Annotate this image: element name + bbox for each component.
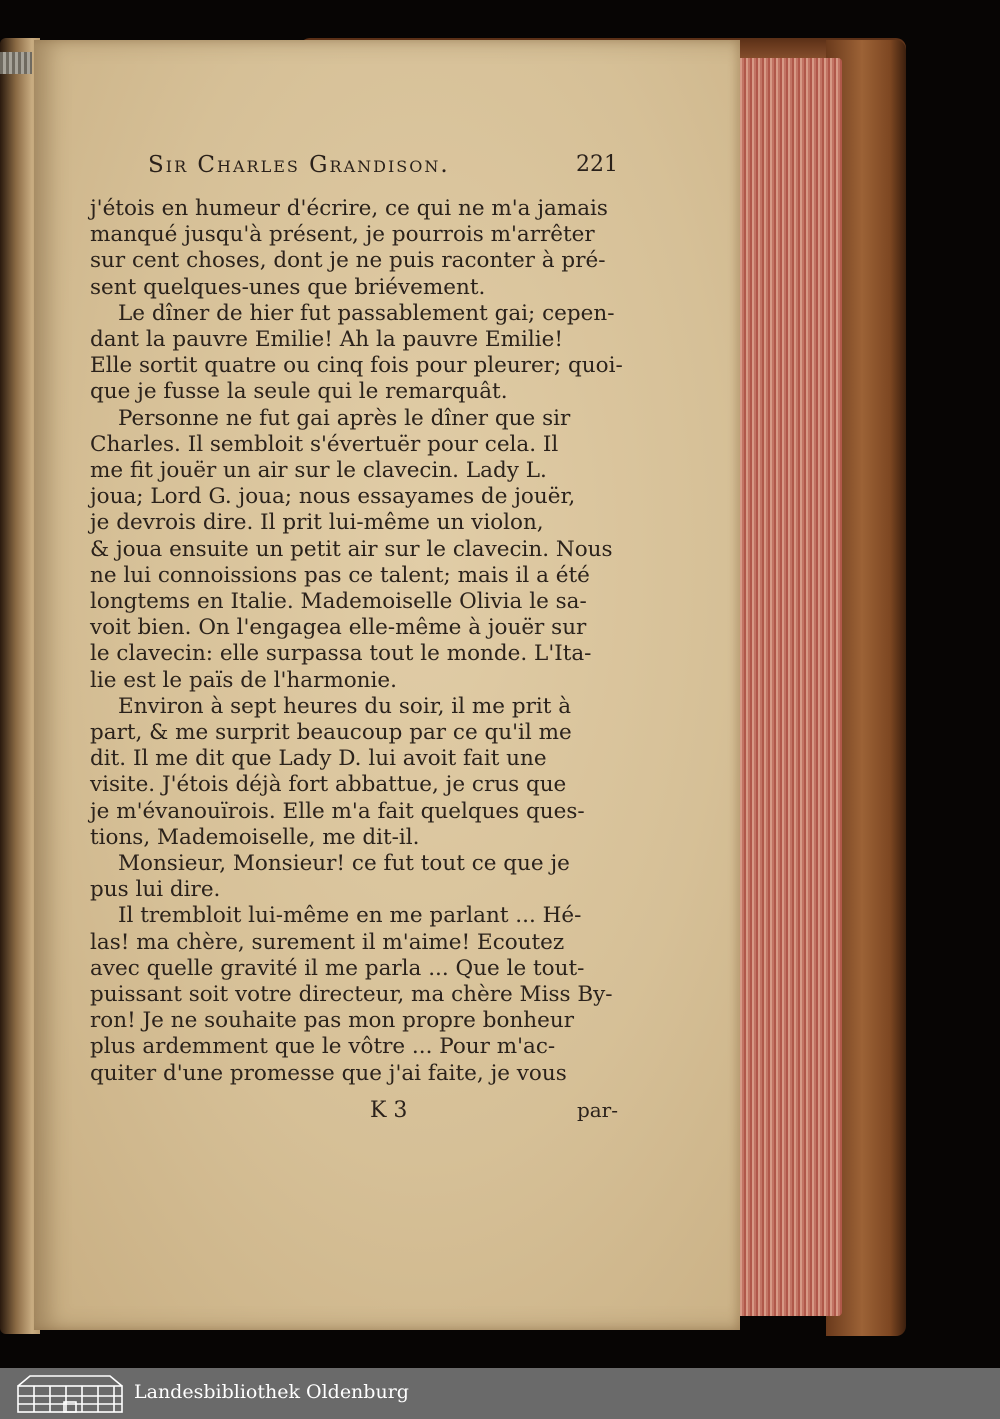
text-line: Elle sortit quatre ou cinq fois pour pleurer; quoi- [90, 353, 623, 379]
text-line: le clavecin: elle surpassa tout le monde. L'Ita- [90, 641, 592, 667]
text-line: quiter d'une promesse que j'ai faite, je vous [90, 1060, 567, 1086]
text-line: las! ma chère, surement il m'aime! Ecoutez [90, 929, 565, 955]
text-line: Personne ne fut gai après le dîner que sir [118, 405, 571, 431]
library-footer-bar [0, 1368, 1000, 1419]
signature-mark: K 3 [370, 1098, 408, 1123]
text-line: lie est le païs de l'harmonie. [90, 667, 397, 693]
library-name: Landesbibliothek Oldenburg [134, 1381, 409, 1403]
text-line: avec quelle gravité il me parla ... Que le tout- [90, 955, 585, 981]
text-line: je m'évanouïrois. Elle m'a fait quelques ques- [90, 798, 585, 824]
text-line: Il trembloit lui-même en me parlant ... Hé- [118, 903, 582, 929]
text-line: que je fusse la seule qui le remarquât. [90, 379, 508, 405]
text-line: joua; Lord G. joua; nous essayames de jouër, [90, 484, 576, 510]
text-line: Environ à sept heures du soir, il me prit à [118, 693, 572, 719]
text-line: dant la pauvre Emilie! Ah la pauvre Emilie! [90, 327, 563, 352]
text-line: Charles. Il sembloit s'évertuër pour cela. Il [90, 431, 559, 457]
text-line: voit bien. On l'engagea elle-même à jouër sur [90, 615, 587, 641]
running-head [148, 150, 618, 186]
text-line: plus ardemment que le vôtre ... Pour m'ac- [90, 1034, 556, 1060]
text-line: j'étois en humeur d'écrire, ce qui ne m'a jamais [90, 196, 608, 221]
text-line: visite. J'étois déjà fort abbattue, je crus que [90, 772, 567, 798]
text-line: ron! Je ne souhaite pas mon propre bonheur [90, 1008, 574, 1034]
text-line: manqué jusqu'à présent, je pourrois m'arrêter [90, 222, 595, 248]
library-building-icon [16, 1372, 124, 1414]
text-line: Le dîner de hier fut passablement gai; cepen- [118, 300, 615, 326]
page-fore-edge [732, 58, 842, 1316]
text-line: pus lui dire. [90, 877, 221, 903]
text-line: & joua ensuite un petit air sur le clavecin. Nous [90, 536, 613, 562]
page-number: 221 [576, 152, 618, 177]
text-line: sur cent choses, dont je ne puis raconter à pré- [90, 248, 606, 274]
page-text-block [90, 150, 630, 1123]
catchword: par- [576, 1098, 618, 1122]
left-page-binding-thread [0, 52, 32, 74]
text-line: longtems en Italie. Mademoiselle Olivia le sa- [90, 589, 587, 614]
text-line: sent quelques-unes que briévement. [90, 274, 486, 300]
text-line: dit. Il me dit que Lady D. lui avoit fait une [90, 746, 547, 772]
text-line: me fit jouër un air sur le clavecin. Lady L. [90, 458, 547, 483]
text-line: tions, Mademoiselle, me dit-il. [90, 824, 420, 850]
text-line: Monsieur, Monsieur! ce fut tout ce que je [118, 851, 570, 876]
text-line: je devrois dire. Il prit lui-même un violon, [90, 510, 544, 536]
text-line: ne lui connoissions pas ce talent; mais il a été [90, 562, 590, 588]
text-line: part, & me surprit beaucoup par ce qu'il me [90, 720, 572, 745]
text-line: puissant soit votre directeur, ma chère Miss By- [90, 982, 613, 1007]
running-head-title: Sir Charles Grandison. [148, 152, 450, 178]
